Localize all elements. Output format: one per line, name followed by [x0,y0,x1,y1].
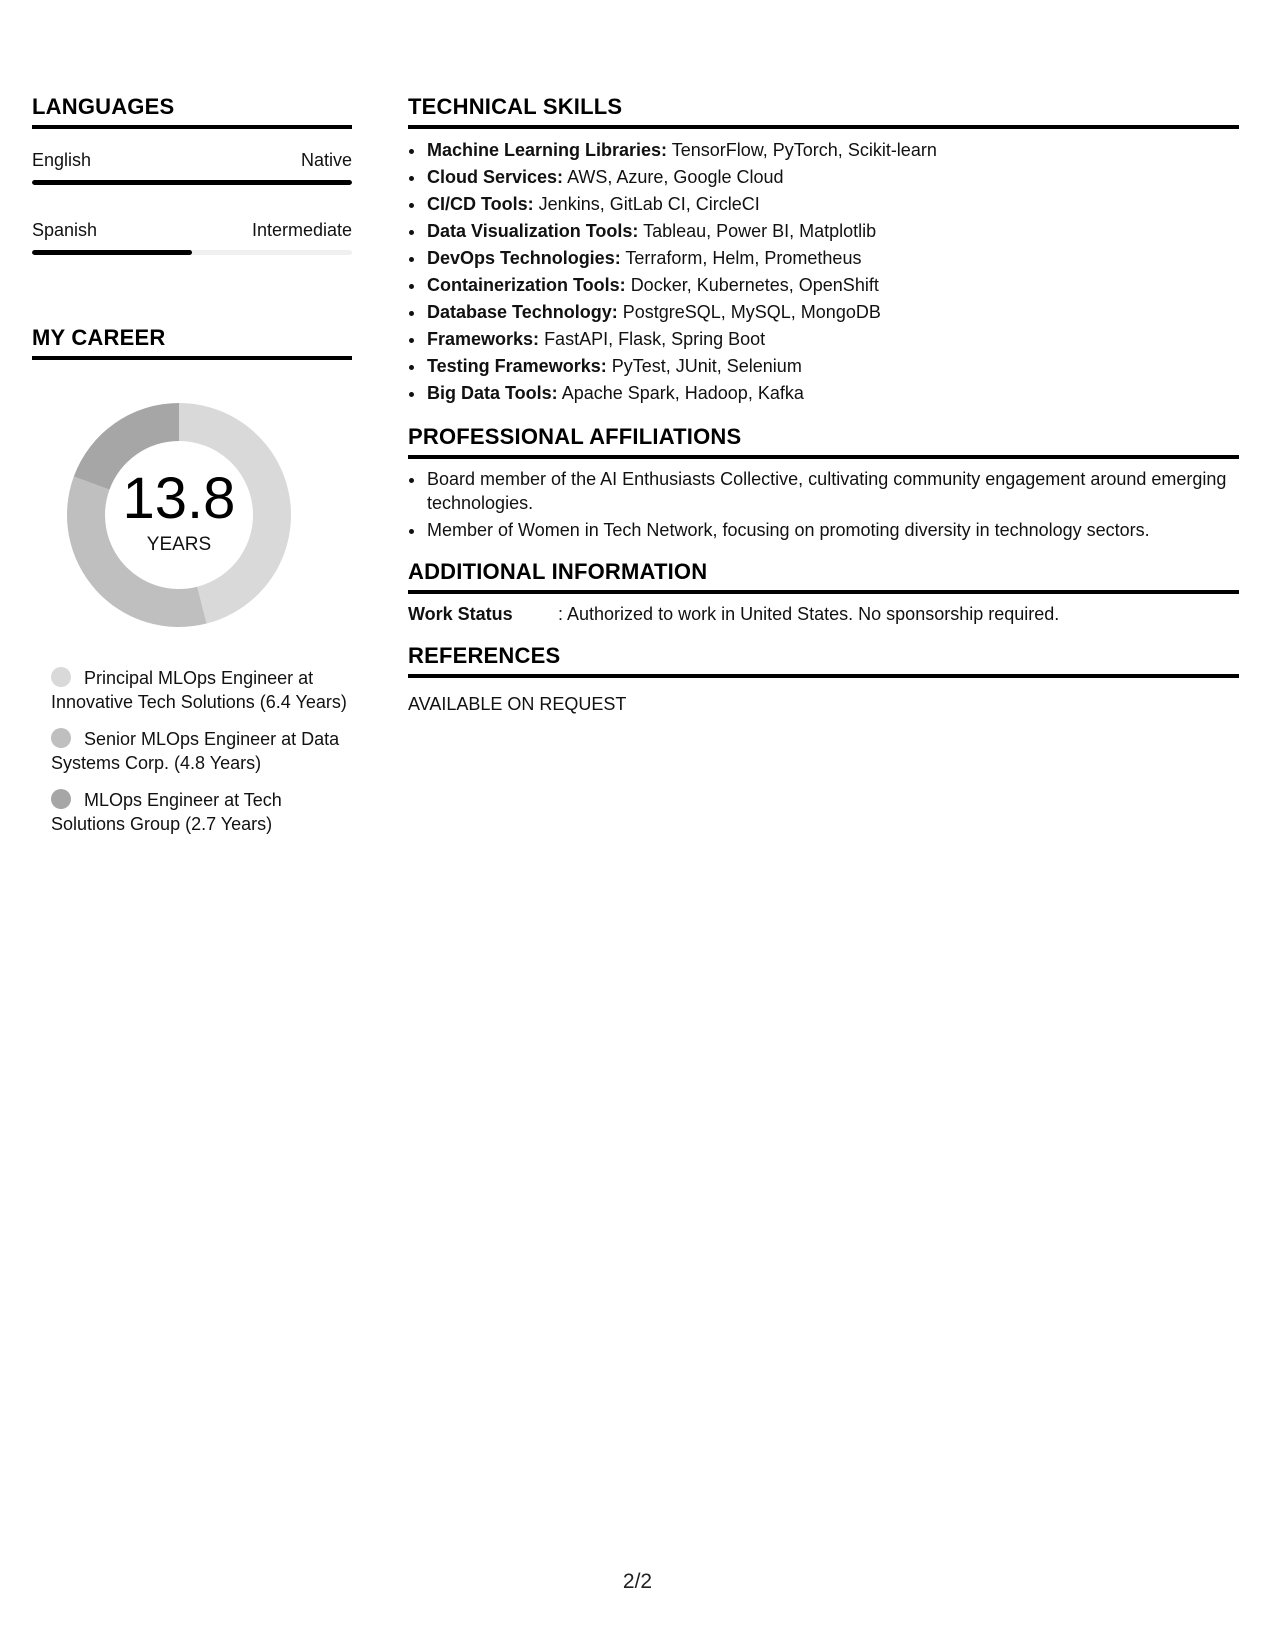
skill-category: Big Data Tools: [427,383,558,403]
languages-heading: LANGUAGES [32,94,352,129]
skill-category: Cloud Services: [427,167,564,187]
language-level: Native [300,150,352,170]
career-role-label: MLOps Engineer at Tech Solutions Group (2.7 Years) [51,790,282,834]
skill-category: Testing Frameworks: [427,356,607,376]
skill-category: Machine Learning Libraries: [427,140,668,160]
technical-skills-section [408,94,1239,407]
skill-values: AWS, Azure, Google Cloud [567,167,784,187]
left-column [32,94,352,849]
skill-values: Apache Spark, Hadoop, Kafka [561,383,804,403]
career-total-unit: YEARS [146,534,212,555]
career-donut-chart [64,400,294,630]
affiliations-section [408,424,1239,542]
technical-skills-heading: TECHNICAL SKILLS [408,94,1239,129]
language-item-spanish [32,219,352,255]
languages-section [32,94,352,255]
career-role-label: Principal MLOps Engineer at Innovative Tech Solutions (6.4 Years) [51,668,347,712]
affiliation-item: • Member of Women in Tech Network, focusing on promoting diversity in technology sectors. [426,518,1239,542]
skills-list [408,137,1239,407]
references-heading: REFERENCES [408,643,1239,678]
skill-values: Tableau, Power BI, Matplotlib [643,221,877,241]
skill-item [426,272,1239,299]
skill-category: Data Visualization Tools: [427,221,639,241]
skill-item [426,299,1239,326]
affiliation-item: • Board member of the AI Enthusiasts Collective, cultivating community engagement around emerging technologies. [426,467,1239,515]
language-name: Spanish [32,220,98,240]
skill-category: Frameworks: [427,329,540,349]
donut-center-label [64,400,294,630]
career-legend [51,666,351,836]
skill-item [426,353,1239,380]
additional-info-heading: ADDITIONAL INFORMATION [408,559,1239,594]
language-level: Intermediate [251,220,352,240]
language-proficiency-fill [32,250,192,255]
career-total-years: 13.8 [122,466,236,531]
legend-dot-icon [51,789,71,809]
skill-values: Terraform, Helm, Prometheus [625,248,862,268]
skill-item [426,164,1239,191]
affiliations-heading: PROFESSIONAL AFFILIATIONS [408,424,1239,459]
language-item-english [32,149,352,185]
legend-dot-icon [51,667,71,687]
page-number: 2/2 [622,1570,653,1593]
skill-item [426,380,1239,407]
language-name: English [32,150,92,170]
skill-item [426,326,1239,353]
work-status-row [408,602,1239,626]
career-role-label: Senior MLOps Engineer at Data Systems Corp. (4.8 Years) [51,729,340,773]
additional-info-section [408,559,1239,626]
career-legend-item [51,666,351,714]
references-section [408,643,1239,716]
skill-item [426,137,1239,164]
career-legend-item [51,788,351,836]
work-status-value: : Authorized to work in United States. No sponsorship required. [558,604,1060,624]
language-proficiency-bar [32,180,352,185]
career-legend-item [51,727,351,775]
language-proficiency-fill [32,180,352,185]
affiliations-list [408,467,1239,542]
skill-category: CI/CD Tools: [427,194,534,214]
skill-category: Database Technology: [427,302,618,322]
skill-values: PyTest, JUnit, Selenium [611,356,802,376]
language-proficiency-bar [32,250,352,255]
skill-item [426,191,1239,218]
skill-values: FastAPI, Flask, Spring Boot [544,329,766,349]
skill-item [426,245,1239,272]
skill-item [426,218,1239,245]
skill-category: DevOps Technologies: [427,248,621,268]
references-text: AVAILABLE ON REQUEST [408,694,627,714]
work-status-label: Work Status [408,604,513,624]
career-heading: MY CAREER [32,325,352,360]
skill-category: Containerization Tools: [427,275,626,295]
right-column [408,94,1239,716]
skill-values: TensorFlow, PyTorch, Scikit-learn [671,140,937,160]
skill-values: PostgreSQL, MySQL, MongoDB [622,302,881,322]
skill-values: Docker, Kubernetes, OpenShift [630,275,879,295]
legend-dot-icon [51,728,71,748]
skill-values: Jenkins, GitLab CI, CircleCI [538,194,760,214]
